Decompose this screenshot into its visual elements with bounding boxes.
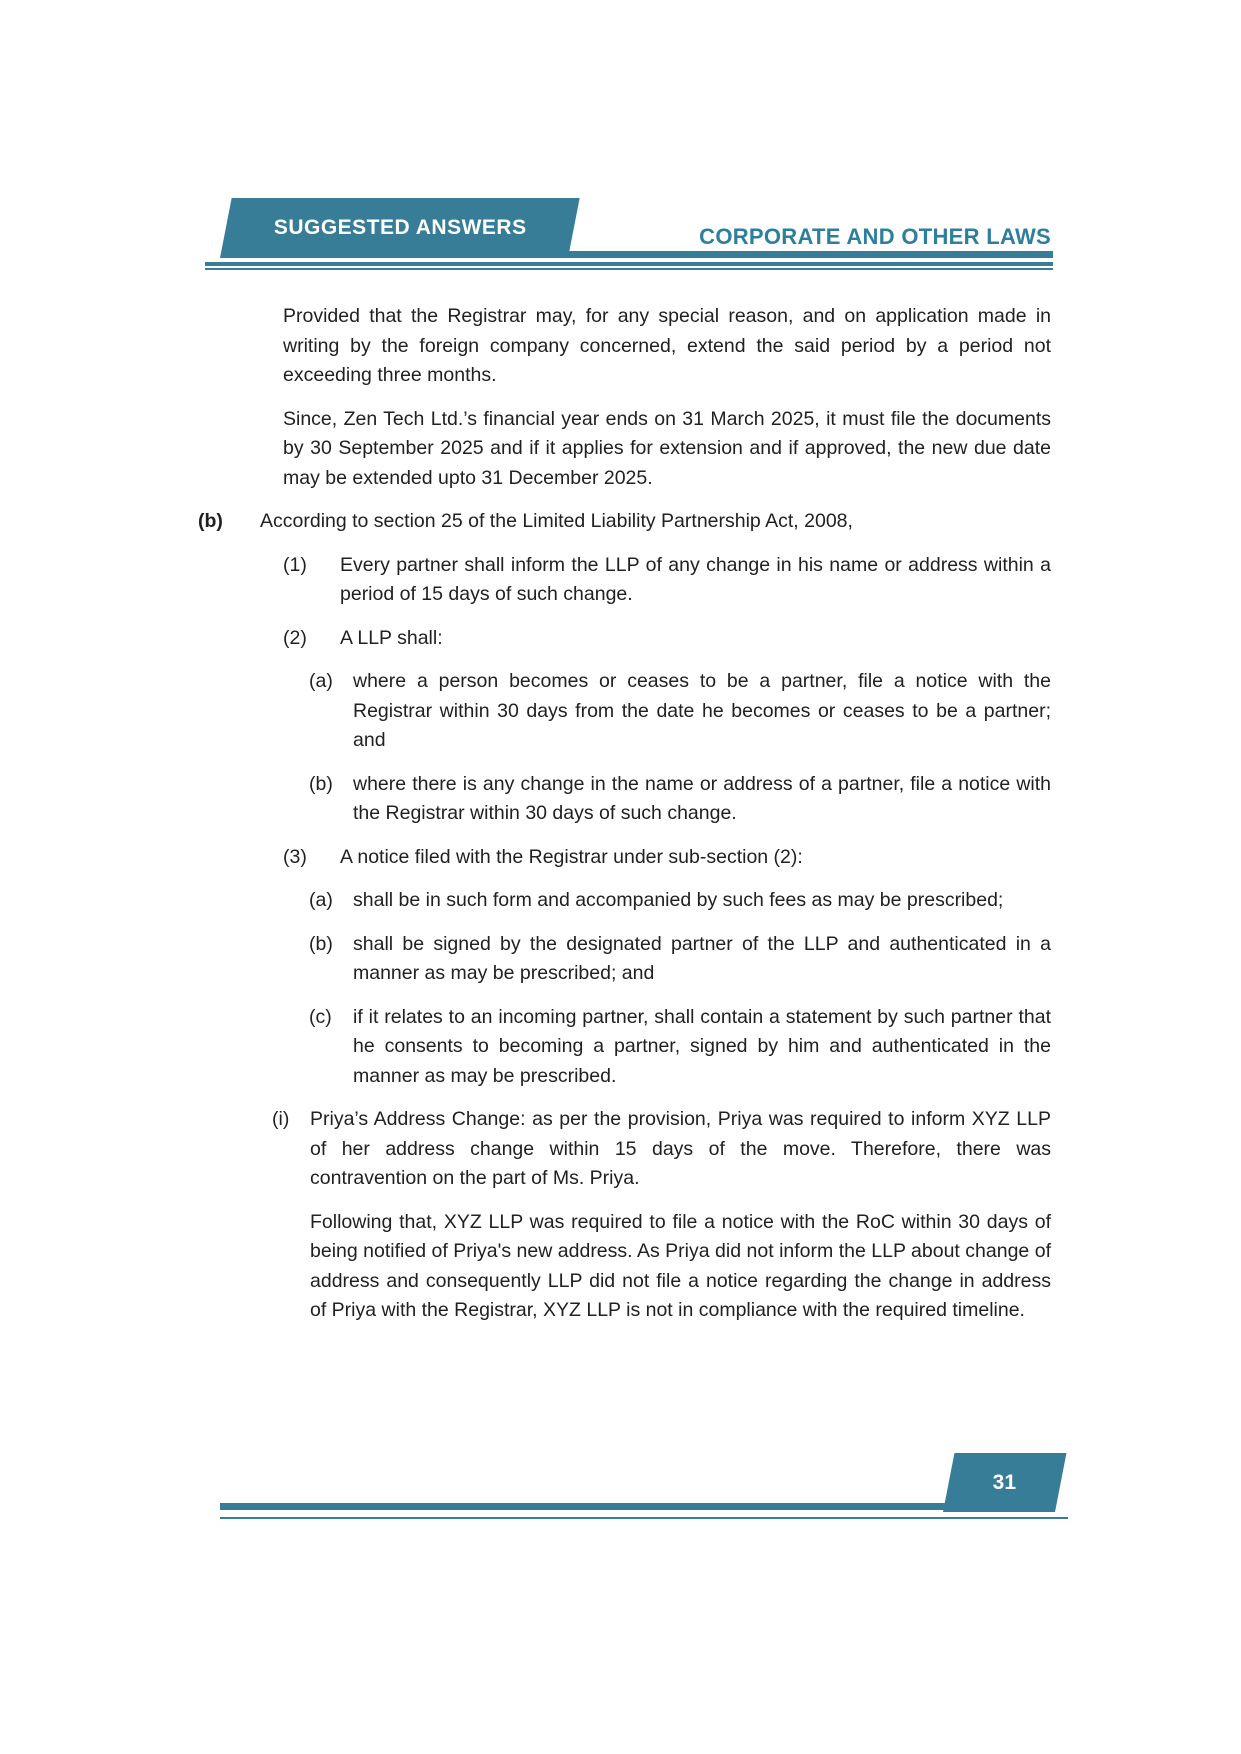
header-rule-thin <box>205 268 1053 270</box>
point-i-continuation: Following that, XYZ LLP was required to file a notice with the RoC within 30 days of being notified of Priya's new address. As Priya did not inform the LLP about change of address and consequently LLP did not file a notice regarding the change in address of Priya with the Registrar, XYZ LLP is not in compliance with the required timeline. <box>310 1210 1051 1321</box>
document-body <box>0 302 1241 1340</box>
clause-label: (2) <box>283 626 307 649</box>
header-title: CORPORATE AND OTHER LAWS <box>699 224 1051 249</box>
clause-3c <box>0 1003 1241 1092</box>
subclause-label: (a) <box>309 889 333 911</box>
point-i <box>0 1105 1241 1194</box>
section-b <box>0 507 1241 537</box>
subclause-label: (a) <box>309 670 333 692</box>
intro-paragraph-2: Since, Zen Tech Ltd.’s financial year ends on 31 March 2025, it must file the documents by 30 September 2025 and if it applies for extension and if approved, the new due date may be extended upto 31 December 2025. <box>283 407 1051 489</box>
clause-text: A notice filed with the Registrar under sub-section (2): <box>340 845 803 868</box>
subclause-text: shall be in such form and accompanied by such fees as may be prescribed; <box>353 889 1004 911</box>
header-banner-label: SUGGESTED ANSWERS <box>273 216 527 239</box>
page-number-badge <box>943 1453 1066 1512</box>
clause-3 <box>0 843 1241 873</box>
clause-1 <box>0 551 1241 610</box>
page-number: 31 <box>993 1470 1017 1494</box>
clause-text: Every partner shall inform the LLP of any change in his name or address within a period of 15 days of such change. <box>340 553 1051 605</box>
point-label: (i) <box>272 1108 290 1130</box>
clause-2a <box>0 667 1241 756</box>
clause-label: (3) <box>283 845 307 868</box>
header-banner <box>220 198 580 258</box>
clause-3a <box>0 886 1241 916</box>
clause-3b <box>0 930 1241 989</box>
point-text: Priya’s Address Change: as per the provision, Priya was required to inform XYZ LLP of her address change within 15 days of the move. Therefore, there was contravention on the part of Ms. Priya. <box>310 1108 1051 1189</box>
subclause-text: shall be signed by the designated partner of the LLP and authenticated in a manner as may be prescribed; and <box>353 932 1051 984</box>
subclause-text: where a person becomes or ceases to be a partner, file a notice with the Registrar within 30 days from the date he becomes or ceases to be a partner; and <box>353 670 1051 751</box>
subclause-label: (b) <box>309 772 333 795</box>
clause-text: According to section 25 of the Limited Liability Partnership Act, 2008, <box>260 510 853 532</box>
clause-2b <box>0 770 1241 829</box>
header-rule-thick <box>205 262 1053 266</box>
clause-label: (1) <box>283 553 307 576</box>
header-bar <box>555 251 1053 258</box>
footer-bar <box>220 1503 1043 1510</box>
subclause-text: where there is any change in the name or address of a partner, file a notice with the Registrar within 30 days of such change. <box>353 772 1051 824</box>
subclause-label: (c) <box>309 1005 332 1028</box>
clause-2 <box>0 624 1241 654</box>
clause-label: (b) <box>198 510 223 532</box>
subclause-label: (b) <box>309 932 333 955</box>
clause-text: A LLP shall: <box>340 626 443 649</box>
footer-rule-thin <box>220 1517 1068 1519</box>
intro-paragraph-1: Provided that the Registrar may, for any special reason, and on application made in writing by the foreign company concerned, extend the said period by a period not exceeding three months. <box>283 305 1051 386</box>
subclause-text: if it relates to an incoming partner, shall contain a statement by such partner that he consents to becoming a partner, signed by him and authenticated in the manner as may be prescribed. <box>353 1005 1051 1087</box>
